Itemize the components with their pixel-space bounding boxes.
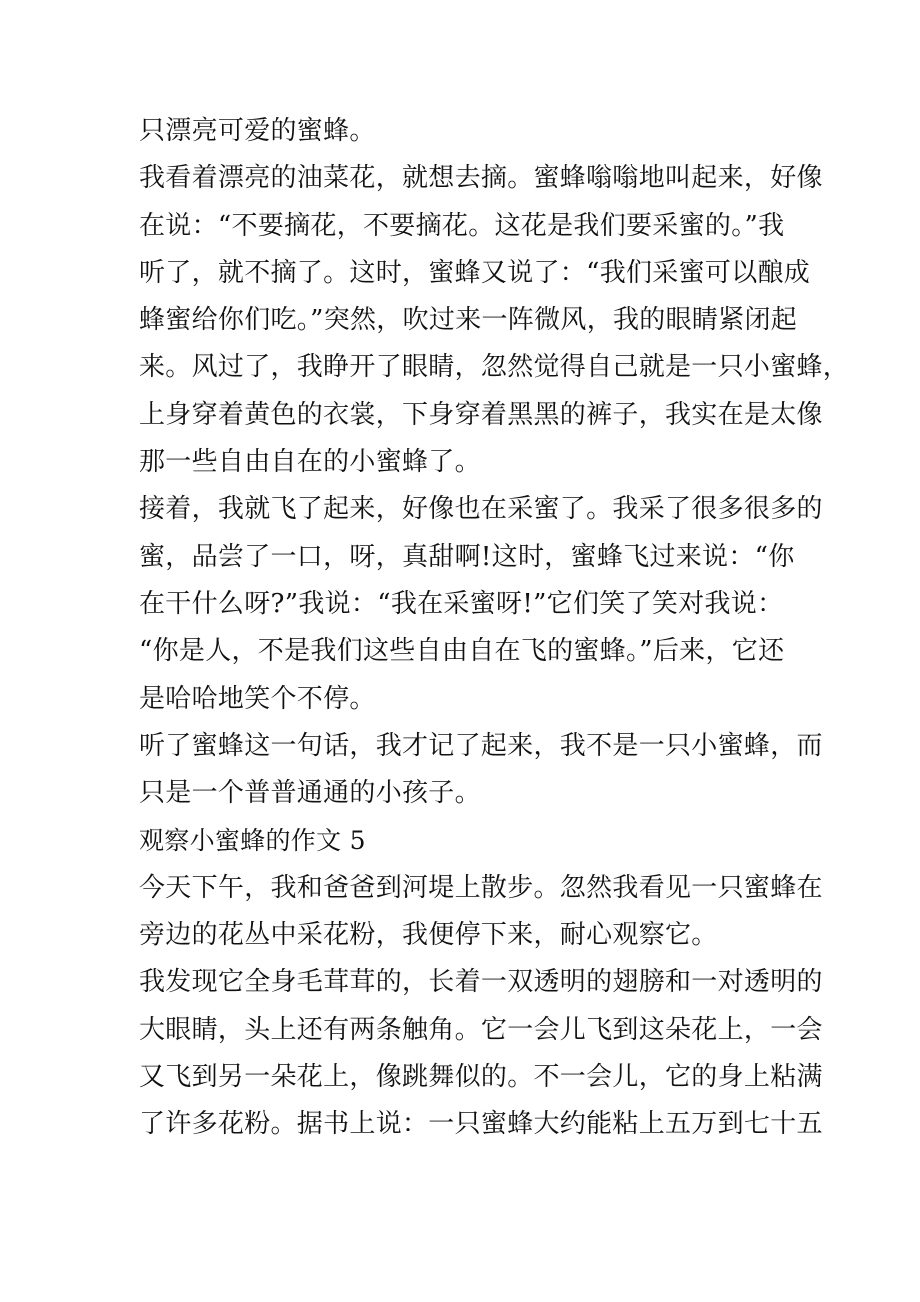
text-line: 听了蜜蜂这一句话，我才记了起来，我不是一只小蜜蜂，而	[139, 730, 823, 761]
article-body	[139, 108, 850, 1149]
text-line: 在干什么呀?”我说：“我在采蜜呀!”它们笑了笑对我说：	[139, 588, 784, 619]
text-line: 我发现它全身毛茸茸的，长着一双透明的翅膀和一对透明的	[139, 967, 823, 998]
text-line: 是哈哈地笑个不停。	[139, 683, 376, 714]
text-line: 了许多花粉。据书上说：一只蜜蜂大约能粘上五万到七十五	[139, 1109, 823, 1140]
section-heading: 观察小蜜蜂的作文 5	[139, 826, 366, 856]
text-line: 只是一个普普通通的小孩子。	[139, 778, 481, 809]
text-line: 那一些自由自在的小蜜蜂了。	[139, 447, 481, 478]
text-line: 接着，我就飞了起来，好像也在采蜜了。我采了很多很多的	[139, 494, 823, 525]
text-line: 蜜，品尝了一口，呀，真甜啊!这时，蜜蜂飞过来说：“你	[139, 541, 795, 572]
text-line: 来。风过了，我睁开了眼睛，忽然觉得自己就是一只小蜜蜂，	[139, 352, 850, 383]
text-line: 只漂亮可爱的蜜蜂。	[139, 116, 376, 146]
text-line: 旁边的花丛中采花粉，我便停下来，耐心观察它。	[139, 920, 718, 951]
text-line: 大眼睛，头上还有两条触角。它一会儿飞到这朵花上，一会	[139, 1014, 823, 1045]
text-line: 今天下午，我和爸爸到河堤上散步。忽然我看见一只蜜蜂在	[139, 872, 823, 903]
text-line: “你是人，不是我们这些自由自在飞的蜜蜂。”后来，它还	[139, 636, 785, 667]
text-line: 在说：“不要摘花，不要摘花。这花是我们要采蜜的。”我	[139, 210, 785, 241]
text-line: 蜂蜜给你们吃。”突然，吹过来一阵微风，我的眼睛紧闭起	[139, 305, 798, 336]
text-line: 又飞到另一朵花上，像跳舞似的。不一会儿，它的身上粘满	[139, 1061, 823, 1092]
text-line: 听了，就不摘了。这时，蜜蜂又说了：“我们采蜜可以酿成	[139, 257, 811, 288]
text-line: 我看着漂亮的油菜花，就想去摘。蜜蜂嗡嗡地叫起来，好像	[139, 163, 823, 194]
text-line: 上身穿着黄色的衣裳，下身穿着黑黑的裤子，我实在是太像	[139, 399, 823, 430]
